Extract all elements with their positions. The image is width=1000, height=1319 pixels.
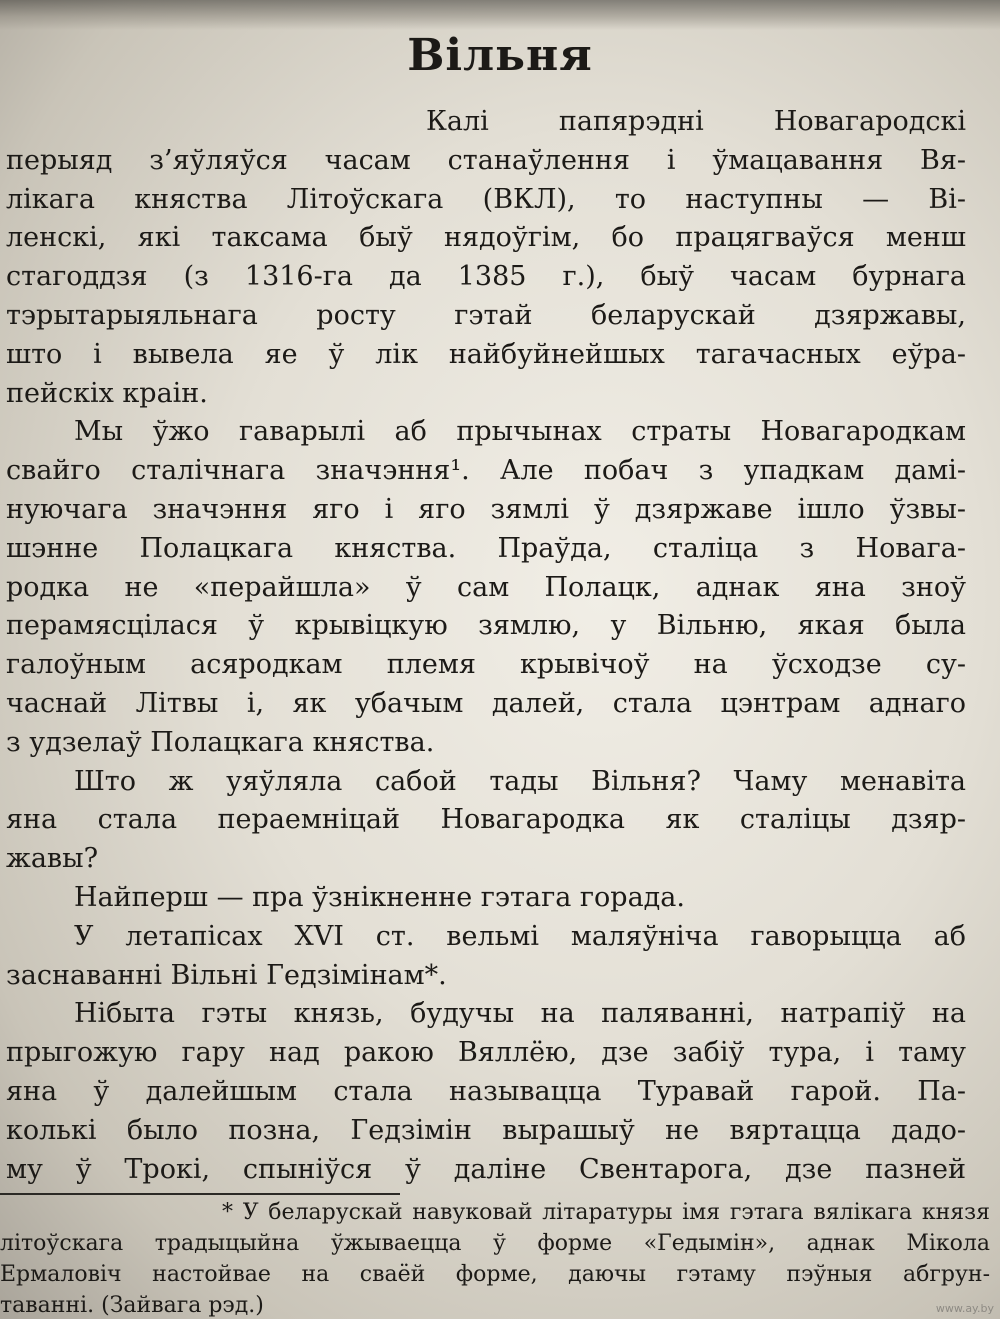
text-line: што і вывела яе ў лік найбуйнейшых тагачасных еўра-: [6, 338, 966, 370]
text-line: перыяд з’яўляўся часам станаўлення і ўмацавання Вя-: [6, 144, 966, 176]
text-line: тэрытарыяльнага росту гэтай беларускай дзяржавы,: [6, 299, 966, 331]
text-line: яна стала пераемніцай Новагародка як сталіцы дзяр-: [6, 804, 966, 836]
text-line: Што ж уяўляла сабой тады Вільня? Чаму менавіта: [74, 765, 966, 797]
text-line: лікага княства Літоўскага (ВКЛ), то наступны — Ві-: [6, 183, 966, 215]
text-line: свайго сталічнага значэння¹. Але побач з упадкам дамі-: [6, 455, 966, 487]
text-line: колькі было позна, Гедзімін вырашыў не вяртацца дадо-: [6, 1114, 966, 1146]
footnote-rule: [0, 1193, 400, 1195]
footnote: [0, 1197, 990, 1319]
text-line: перамясцілася ў крывіцкую зямлю, у Вільню, якая была: [6, 610, 966, 642]
text-line: жавы?: [6, 843, 99, 875]
text-line: заснаванні Вільні Гедзімінам*.: [6, 959, 447, 991]
text-line: стагоддзя (з 1316-га да 1385 г.), быў часам бурнага: [6, 261, 966, 293]
footnote-line: літоўскага традыцыйна ўжываецца ў форме «Гедымін», аднак Мікола: [0, 1231, 990, 1256]
text-line: нуючага значэння яго і яго зямлі ў дзяржаве ішло ўзвы-: [6, 493, 966, 525]
text-line: пейскіх краін.: [6, 377, 208, 409]
text-line: шэнне Полацкага княства. Праўда, сталіца з Новага-: [6, 532, 966, 564]
text-line: му ў Трокі, спыніўся ў даліне Свентарога, дзе пазней: [6, 1153, 966, 1185]
text-line: У летапісах XVI ст. вельмі маляўніча гаворыцца аб: [74, 920, 966, 952]
text-line: з удзелаў Полацкага княства.: [6, 726, 435, 758]
chapter-title: Вільня: [407, 30, 593, 81]
text-line: прыгожую гару над ракою Вяллёю, дзе забіў тура, і таму: [6, 1037, 966, 1069]
text-line: Нібыта гэты князь, будучы на паляванні, натрапіў на: [74, 998, 966, 1030]
text-line: Мы ўжо гаварылі аб прычынах страты Новагародкам: [74, 416, 966, 448]
text-line: Найперш — пра ўзнікненне гэтага горада.: [74, 881, 685, 913]
body-text: [6, 103, 966, 1189]
footnote-line: таванні. (Зайвага рэд.): [0, 1293, 264, 1318]
text-line: Калі папярэдні Новагародскі: [426, 106, 966, 137]
text-line: яна ў далейшым стала называцца Туравай гарой. Па-: [6, 1075, 966, 1107]
watermark-text: www.ay.by: [935, 1302, 994, 1315]
footnote-line: * У беларускай навуковай літаратуры імя гэтага вялікага князя: [222, 1200, 990, 1225]
text-line: галоўным асяродкам племя крывічоў на ўсходзе су-: [6, 649, 966, 681]
footnote-line: Ермаловіч настойвае на сваёй форме, даючы гэтаму пэўныя абгрун-: [0, 1262, 990, 1287]
text-line: родка не «перайшла» ў сам Полацк, аднак яна зноў: [6, 571, 966, 603]
text-line: часнай Літвы і, як убачым далей, стала цэнтрам аднаго: [6, 687, 966, 719]
text-line: ленскі, які таксама быў нядоўгім, бо працягваўся менш: [6, 222, 966, 254]
